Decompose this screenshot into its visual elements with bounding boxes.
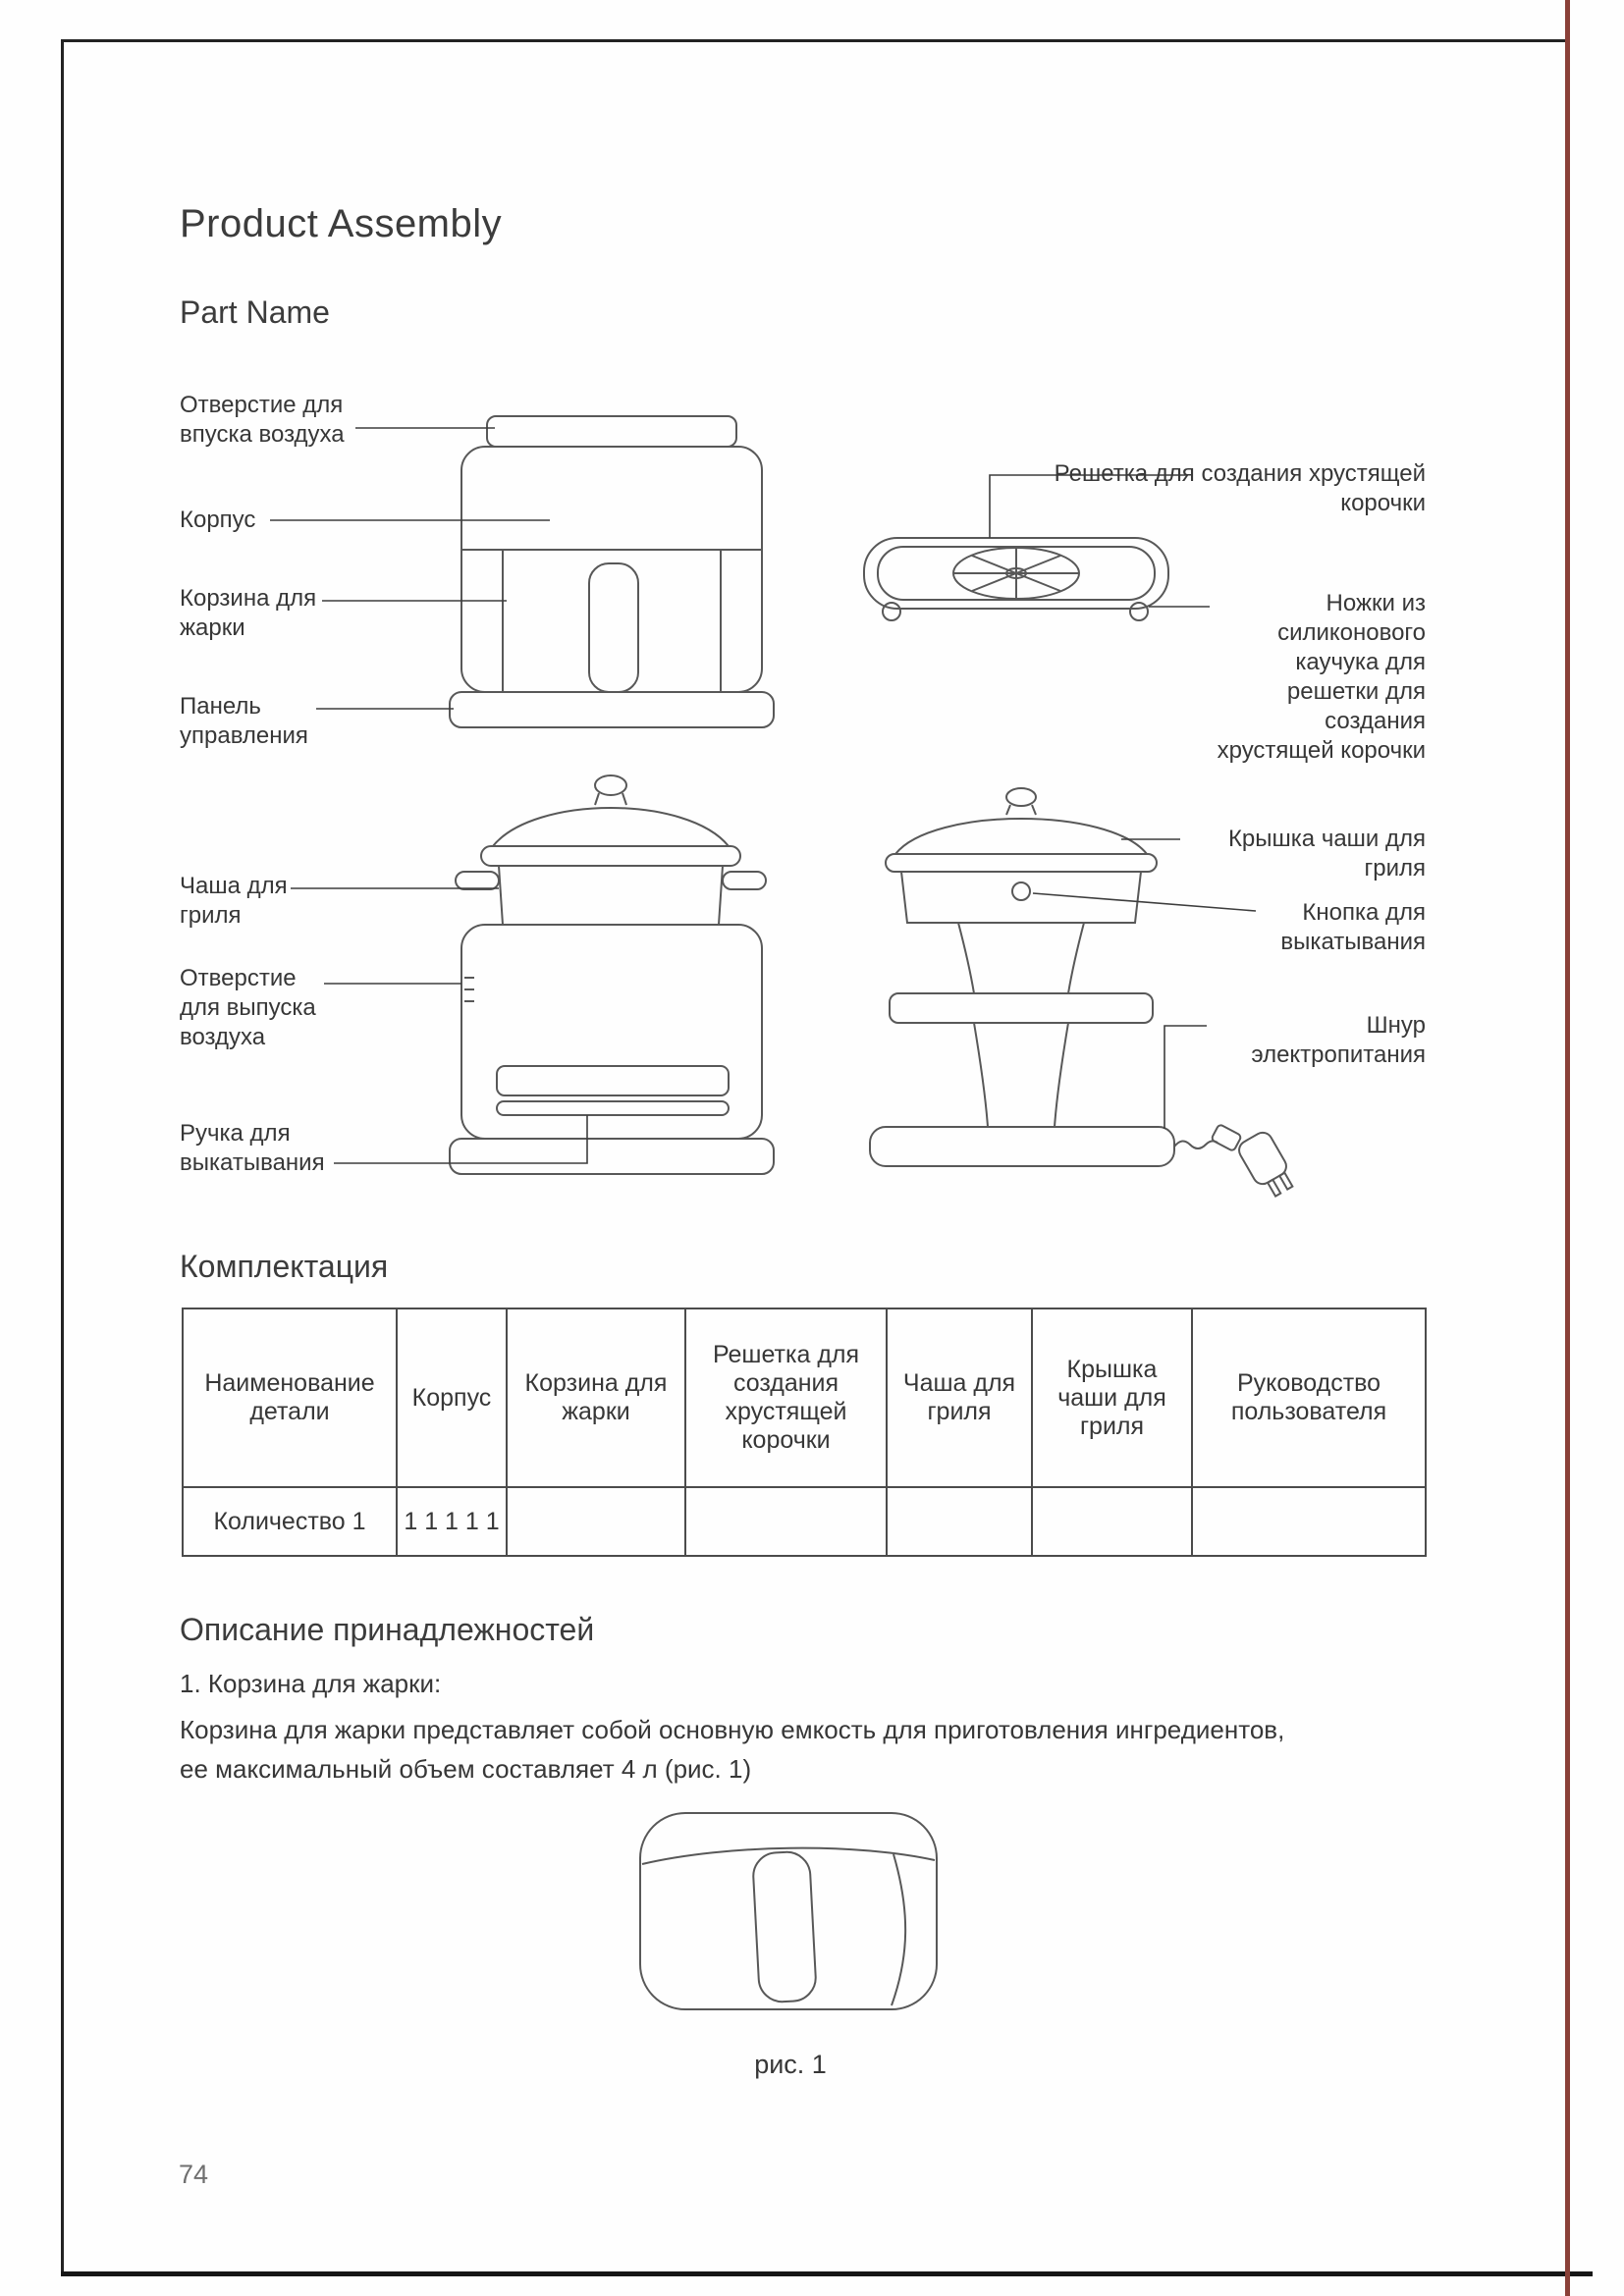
label-body: Корпус bbox=[180, 507, 256, 533]
header-part-name: Наименование детали bbox=[183, 1308, 397, 1487]
page-number: 74 bbox=[179, 2160, 209, 2189]
accessory-item-text: Корзина для жарки представляет собой основную емкость для приготовления ингредиентов, ее максимальный объем составляет 4 л (рис. 1) bbox=[180, 1715, 1285, 1785]
header-fry-basket: Корзина для жарки bbox=[507, 1308, 685, 1487]
label-air-inlet: Отверстие для впуска воздуха bbox=[180, 392, 345, 448]
header-crisper-rack: Решетка для создания хрустящей корочки bbox=[685, 1308, 887, 1487]
quantity-cell-2 bbox=[507, 1487, 685, 1556]
package-table-header-row bbox=[183, 1308, 1426, 1487]
label-crisper-rack: Решетка для создания хрустящей корочки bbox=[1054, 460, 1426, 516]
label-air-outlet: Отверстие для выпуска воздуха bbox=[180, 965, 316, 1050]
label-fry-basket: Корзина для жарки bbox=[180, 585, 317, 641]
quantity-cell-3 bbox=[685, 1487, 887, 1556]
label-rollout-handle: Ручка для выкатывания bbox=[180, 1120, 325, 1176]
quantity-cell-4 bbox=[887, 1487, 1032, 1556]
accessory-item-title: 1. Корзина для жарки: bbox=[180, 1669, 442, 1698]
header-grill-bowl: Чаша для гриля bbox=[887, 1308, 1032, 1487]
label-grill-bowl: Чаша для гриля bbox=[180, 873, 288, 929]
label-control-panel: Панель управления bbox=[180, 693, 308, 749]
fryer-with-bowl-drawing bbox=[450, 775, 774, 1174]
package-table-quantity-row bbox=[183, 1487, 1426, 1556]
quantity-cell-1: 1 1 1 1 1 bbox=[397, 1487, 507, 1556]
figure-basket-drawing bbox=[628, 1801, 952, 2042]
label-power-cord: Шнур электропитания bbox=[1251, 1012, 1426, 1068]
section-part-name: Part Name bbox=[180, 294, 330, 330]
fryer-front-view-drawing bbox=[450, 416, 774, 727]
label-grill-bowl-lid: Крышка чаши для гриля bbox=[1227, 826, 1426, 881]
package-table bbox=[182, 1308, 1427, 1557]
header-bowl-lid: Крышка чаши для гриля bbox=[1032, 1308, 1192, 1487]
page-title: Product Assembly bbox=[180, 202, 503, 245]
crisper-rack-drawing bbox=[864, 538, 1168, 620]
quantity-cell-5 bbox=[1032, 1487, 1192, 1556]
header-user-manual: Руководство пользователя bbox=[1192, 1308, 1426, 1487]
label-silicone-feet: Ножки из силиконового каучука для решетки для создания хрустящей корочки bbox=[1217, 590, 1426, 764]
header-body: Корпус bbox=[397, 1308, 507, 1487]
page-border-bottom bbox=[61, 2271, 1593, 2276]
section-package-heading: Комплектация bbox=[180, 1249, 389, 1284]
section-accessories-heading: Описание принадлежностей bbox=[180, 1612, 595, 1647]
page-border-top bbox=[61, 39, 1565, 42]
figure-caption: рис. 1 bbox=[754, 2050, 827, 2079]
quantity-cell-6 bbox=[1192, 1487, 1426, 1556]
quantity-cell-0: Количество 1 bbox=[183, 1487, 397, 1556]
label-rollout-button: Кнопка для выкатывания bbox=[1280, 899, 1426, 955]
